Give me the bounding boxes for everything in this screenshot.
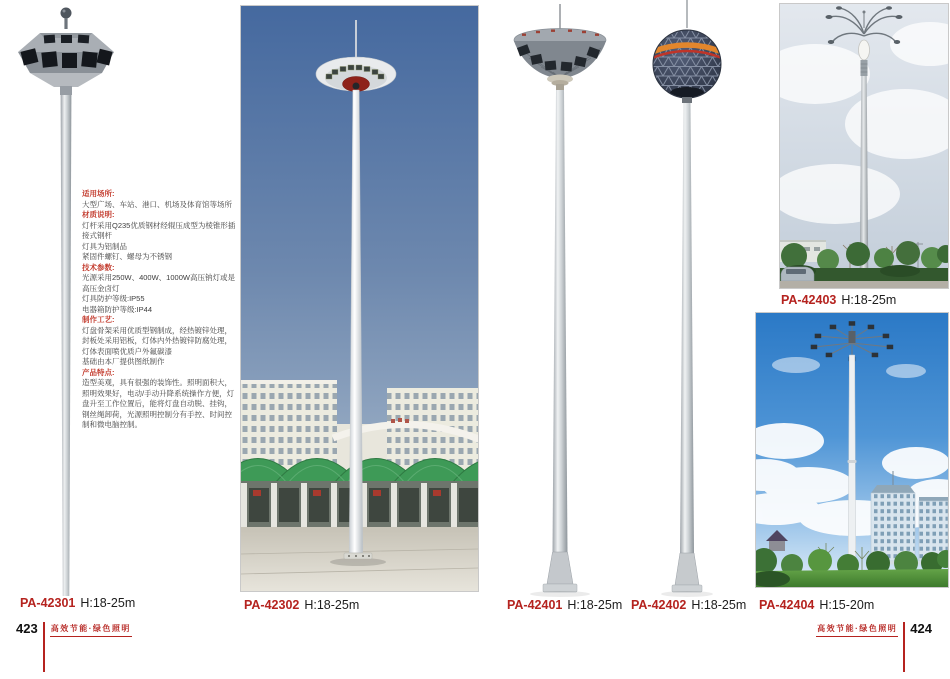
spec-heading: 产品特点: — [82, 367, 115, 377]
product-code: PA-42401 — [507, 598, 563, 612]
spec-line: 灯盘骨架采用优质型钢制成，经热镀锌处理，封板处采用铝板，灯体内外热镀锌防腐处理，灯体表面喷优质户外氟碳漆 — [82, 325, 232, 356]
footer-divider-right — [903, 622, 905, 672]
spec-line: 灯杆采用Q235优质钢材经辊压成型为棱锥形插接式钢杆 — [82, 220, 236, 240]
product-height: H:18-25m — [80, 596, 136, 610]
spec-line: 光源采用250W、400W、1000W高压钠灯或是高压金卤灯 — [82, 273, 235, 293]
product-code: PA-42301 — [20, 596, 76, 610]
product-label-pa-42302 — [244, 598, 359, 612]
spec-line: 造型美观，具有很强的装饰性。照明面积大，照明效果好，电动/手动升降系统操作方便，灯盘升至工作位置后，能将灯盘自动脱、挂钩，钢丝绳卸荷，光源照明控制分有手控、时间控制和微电脑控制。 — [82, 378, 235, 429]
page-number-right: 424 — [910, 621, 932, 636]
product-label-pa-42401 — [507, 598, 622, 612]
product-code: PA-42402 — [631, 598, 687, 612]
footer-left — [16, 622, 132, 672]
product-height: H:18-25m — [304, 598, 360, 612]
spec-line: 电器箱防护等级:IP44 — [82, 304, 153, 314]
street-lamp-photo-pa-42403 — [779, 3, 949, 289]
footer-divider-left — [43, 622, 45, 672]
product-code: PA-42302 — [244, 598, 300, 612]
spec-heading: 制作工艺: — [82, 315, 115, 324]
product-label-pa-42301 — [20, 596, 135, 610]
spec-heading: 技术参数: — [82, 262, 115, 272]
spec-line: 大型广场、车站、港口、机场及体育馆等场所 — [82, 199, 232, 209]
spec-line: 灯具为铝制品 — [82, 241, 127, 251]
spec-line: 紧固件螺钉、螺母为不锈钢 — [82, 252, 172, 261]
footer-right — [816, 622, 932, 672]
highmast-pole-photo-pa-42402 — [630, 0, 750, 600]
highmast-sky-photo-pa-42404 — [755, 312, 949, 588]
spec-heading: 适用场所: — [82, 189, 115, 198]
spec-heading: 材质说明: — [82, 210, 115, 219]
product-code: PA-42404 — [759, 598, 815, 612]
footer-slogan-left: 高效节能·绿色照明 — [50, 622, 132, 637]
spec-line: 灯具防护等级:IP55 — [82, 294, 145, 303]
product-height: H:18-25m — [841, 293, 897, 307]
page-number-left: 423 — [16, 621, 38, 636]
spec-line: 基础由本厂提供图纸制作 — [82, 357, 165, 366]
product-height: H:15-20m — [819, 598, 875, 612]
product-spec-text — [82, 189, 238, 431]
product-label-pa-42402 — [631, 598, 746, 612]
footer-slogan-right: 高效节能·绿色照明 — [816, 622, 898, 637]
product-code: PA-42403 — [781, 293, 837, 307]
highmast-plaza-photo-pa-42302 — [240, 5, 479, 592]
highmast-pole-photo-pa-42401 — [495, 0, 625, 600]
product-height: H:18-25m — [691, 598, 747, 612]
product-height: H:18-25m — [567, 598, 623, 612]
product-label-pa-42403 — [781, 293, 896, 307]
product-label-pa-42404 — [759, 598, 874, 612]
